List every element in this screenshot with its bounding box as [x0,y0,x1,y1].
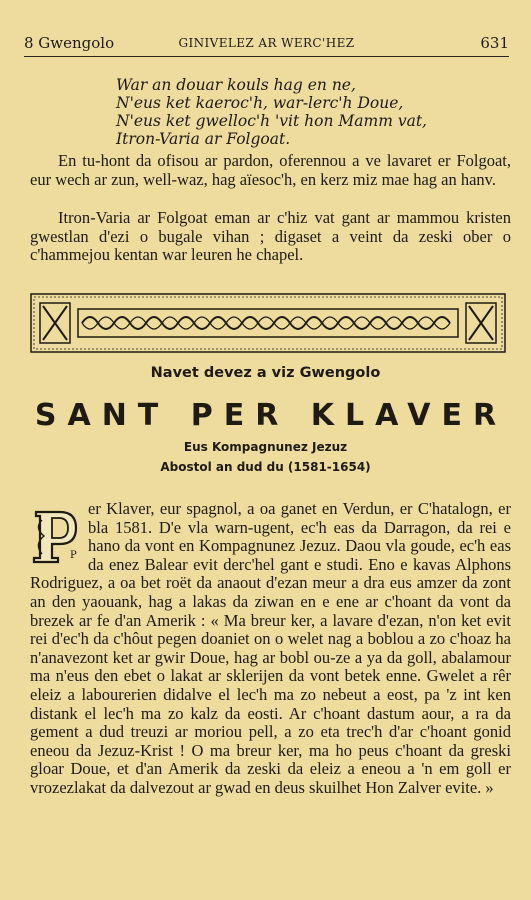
paragraph-text: Itron-Varia ar Folgoat eman ar c'hiz vat gant ar mammou kristen gwestlan d'ezi o bugale vihan ; digaset a veint da zeski ober o c'hammejou kentan war leuren he chapel. [30,208,511,264]
verse-line: Itron-Varia ar Folgoat. [116,130,291,148]
verse-line: N'eus ket kaeroc'h, war-lerc'h Doue, [116,94,404,112]
verse-line: N'eus ket gwelloc'h 'vit hon Mamm vat, [116,112,427,130]
subtitle-order: Eus Kompagnunez Jezuz [183,440,348,454]
paragraph-text: En tu-hont da ofisou ar pardon, oferennou a ve lavaret er Folgoat, eur wech ar zun, well-waz, hag aïesoc'h, en kerz miz mae hag an hanv. [30,151,511,189]
body-paragraph [30,500,511,798]
verse-line: War an douar kouls hag en ne, [116,76,356,94]
paragraph [30,209,511,265]
drop-cap-letter: P [70,550,77,561]
paragraph [30,152,511,189]
page-number: 631 [480,34,509,52]
subtitle-dates: Abostol an dud du (1581-1654) [160,460,371,474]
running-head-title: GINIVELEZ AR WERC'HEZ [178,36,355,50]
body-text: er Klaver, eur spagnol, a oa ganet en Verdun, er C'hatalogn, er bla 1581. D'e vla warn-ugent, ec'h eas da Darragon, da rei e hano da vont en Kompagnunez Jezuz. Daou vla goude, ec'h eas da enez Balear evit derc'hel gant e studi. Eno e kavas Alphons Rodriguez, a oa bet roët da anaout d'ezan meur a dra eus amzer da zont an den yaouank, hag a lakas da ziwan en e ene ar c'hoant da vont da brezek ar fe d'an Amerik : « Ma breur ker, a lavare d'ezan, n'on ket evit rei d'ec'h da c'hôut pegen doaniet on o welet nag a boblou a zo c'hoaz ha n'anavezont ket ar gwir Doue, hag ar bobl ou-ze a ya da goll, abalamour ma n'eus den ebet o lakat ar sklerijen da vont betek enne. Gwelet a rêr eleiz a labourerien didalve el lec'h ma zo nebeut a eost, pa 'z int ken distank el lec'h ma zo kalz da eosti. Ar c'hoant dastum aour, a ra da gement a dud treuzi ar moriou pell, a zo eta trec'h d'ar c'hoant gonid eneou da Jezuz-Krist ! O ma breur ker, ma ho peus c'hoant da greski gloar Doue, et d'an Amerik da zeski da eleiz a eneou a 'n em goll er vrozezlakat da dalvezout ar gwad en deus skuilhet Hon Zalver evite. » [30,499,511,797]
decorative-border-ornament [30,293,506,353]
drop-cap-p [30,508,82,564]
running-head-date: 8 Gwengolo [24,34,115,52]
saint-title: SANT PER KLAVER [34,398,508,433]
running-head [24,34,509,57]
day-heading: Navet devez a viz Gwengolo [150,365,381,381]
verse-block [116,76,506,148]
